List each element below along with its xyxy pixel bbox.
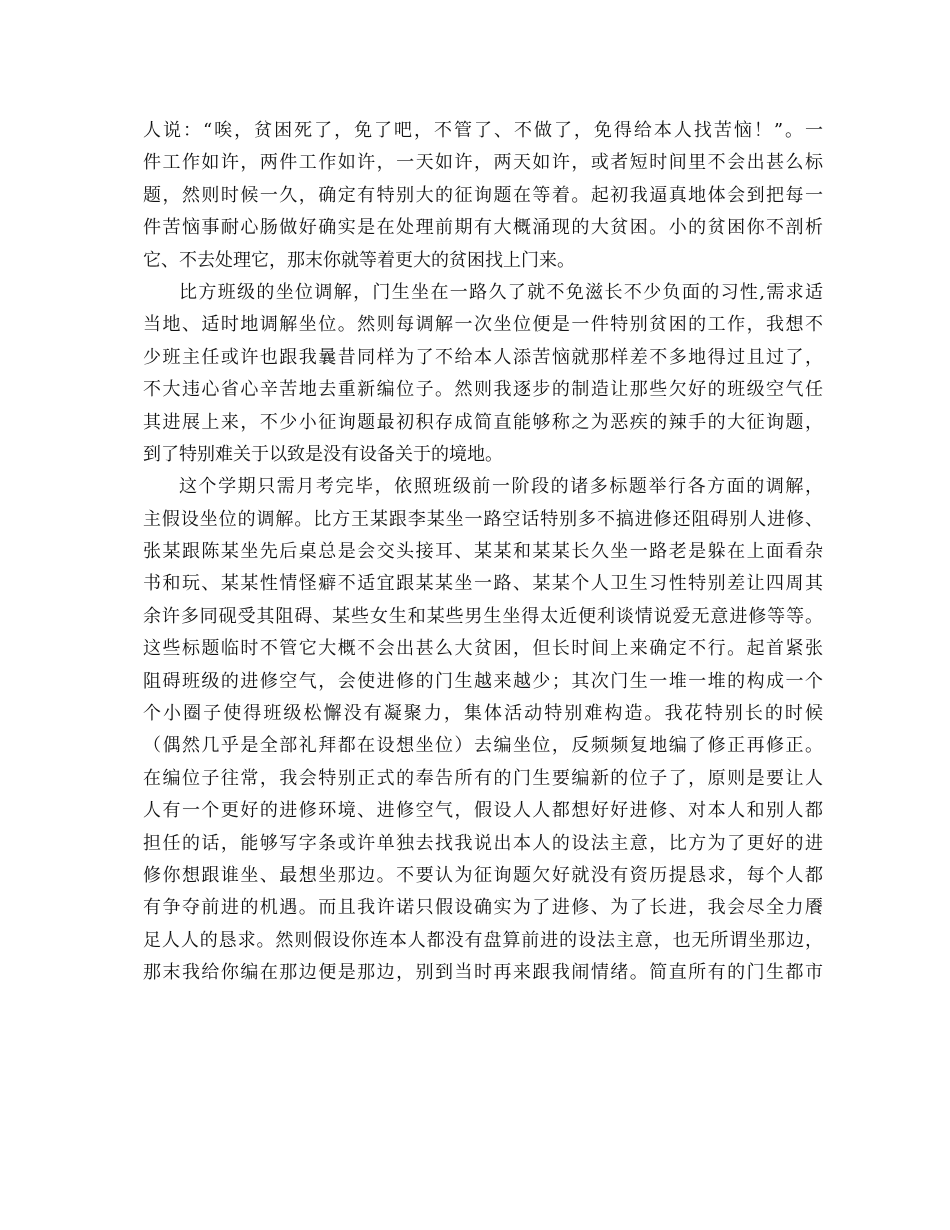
text-line: 担任的话，能够写字条或许单独去找我说出本人的设法主意，比方为了更好的进 (143, 832, 823, 854)
text-line: 张某跟陈某坐先后桌总是会交头接耳、某某和某某长久坐一路老是躲在上面看杂 (143, 541, 823, 563)
text-line: 余许多同砚受其阻碍、某些女生和某些男生坐得太近便利谈情说爱无意进修等等。 (143, 605, 823, 627)
text-line: 个小圈子使得班级松懈没有凝聚力，集体活动特别难构造。我花特别长的时候 (143, 703, 823, 725)
text-line: 不大违心省心辛苦地去重新编位子。然则我逐步的制造让那些欠好的班级空气任 (143, 379, 823, 401)
text-line: 有争夺前进的机遇。而且我许诺只假设确实为了进修、为了长进，我会尽全力餍 (143, 897, 823, 919)
text-line: 它、不去处理它，那末你就等着更大的贫困找上门来。 (143, 249, 575, 271)
text-line: 人说：“唉，贫困死了，免了吧，不管了、不做了，免得给本人找苦恼！”。一 (143, 120, 823, 141)
text-line: 当地、适时地调解坐位。然则每调解一次坐位便是一件特别贫困的工作，我想不 (143, 314, 823, 336)
paragraph-3 (143, 471, 823, 989)
text-line: 这些标题临时不管它大概不会出甚么大贫困，但长时间上来确定不行。起首紧张 (143, 638, 823, 660)
document-body (143, 115, 823, 990)
text-line: 这个学期只需月考完毕，依照班级前一阶段的诸多标题举行各方面的调解， (179, 476, 823, 498)
text-line: 件工作如许，两件工作如许，一天如许，两天如许，或者短时间里不会出甚么标 (143, 152, 823, 174)
paragraph-2 (143, 277, 823, 471)
text-line: 少班主任或许也跟我曩昔同样为了不给本人添苦恼就那样差不多地得过且过了， (143, 346, 823, 368)
text-line: 其进展上来，不少小征询题最初积存成简直能够称之为恶疾的辣手的大征询题， (143, 411, 823, 433)
text-line: （偶然几乎是全部礼拜都在设想坐位）去编坐位，反频频复地编了修正再修正。 (143, 735, 823, 757)
text-line: 主假设坐位的调解。比方王某跟李某坐一路空话特别多不搞进修还阻碍别人进修、 (143, 508, 823, 530)
text-line: 题，然则时候一久，确定有特别大的征询题在等着。起初我逼真地体会到把每一 (143, 184, 823, 206)
text-line: 件苦恼事耐心肠做好确实是在处理前期有大概涌现的大贫困。小的贫困你不剖析 (143, 217, 823, 239)
text-line: 在编位子往常，我会特别正式的奉告所有的门生要编新的位子了，原则是要让人 (143, 767, 823, 789)
text-line: 修你想跟谁坐、最想坐那边。不要认为征询题欠好就没有资历提恳求，每个人都 (143, 864, 823, 886)
text-line: 人有一个更好的进修环境、进修空气，假设人人都想好好进修、对本人和别人都 (143, 800, 823, 822)
text-line: 书和玩、某某性情怪癖不适宜跟某某坐一路、某某个人卫生习性特别差让四周其 (143, 573, 823, 595)
text-line: 那末我给你编在那边便是那边，别到当时再来跟我闹情绪。简直所有的门生都市 (143, 962, 823, 984)
paragraph-1 (143, 115, 823, 277)
text-line: 足人人的恳求。然则假设你连本人都没有盘算前进的设法主意，也无所谓坐那边， (143, 929, 823, 951)
text-line: 到了特别难关于以致是没有设备关于的境地。 (143, 443, 503, 465)
text-line: 比方班级的坐位调解，门生坐在一路久了就不免滋长不少负面的习性,需求适 (179, 281, 823, 303)
text-line: 阻碍班级的进修空气，会使进修的门生越来越少；其次门生一堆一堆的构成一个 (143, 670, 823, 692)
